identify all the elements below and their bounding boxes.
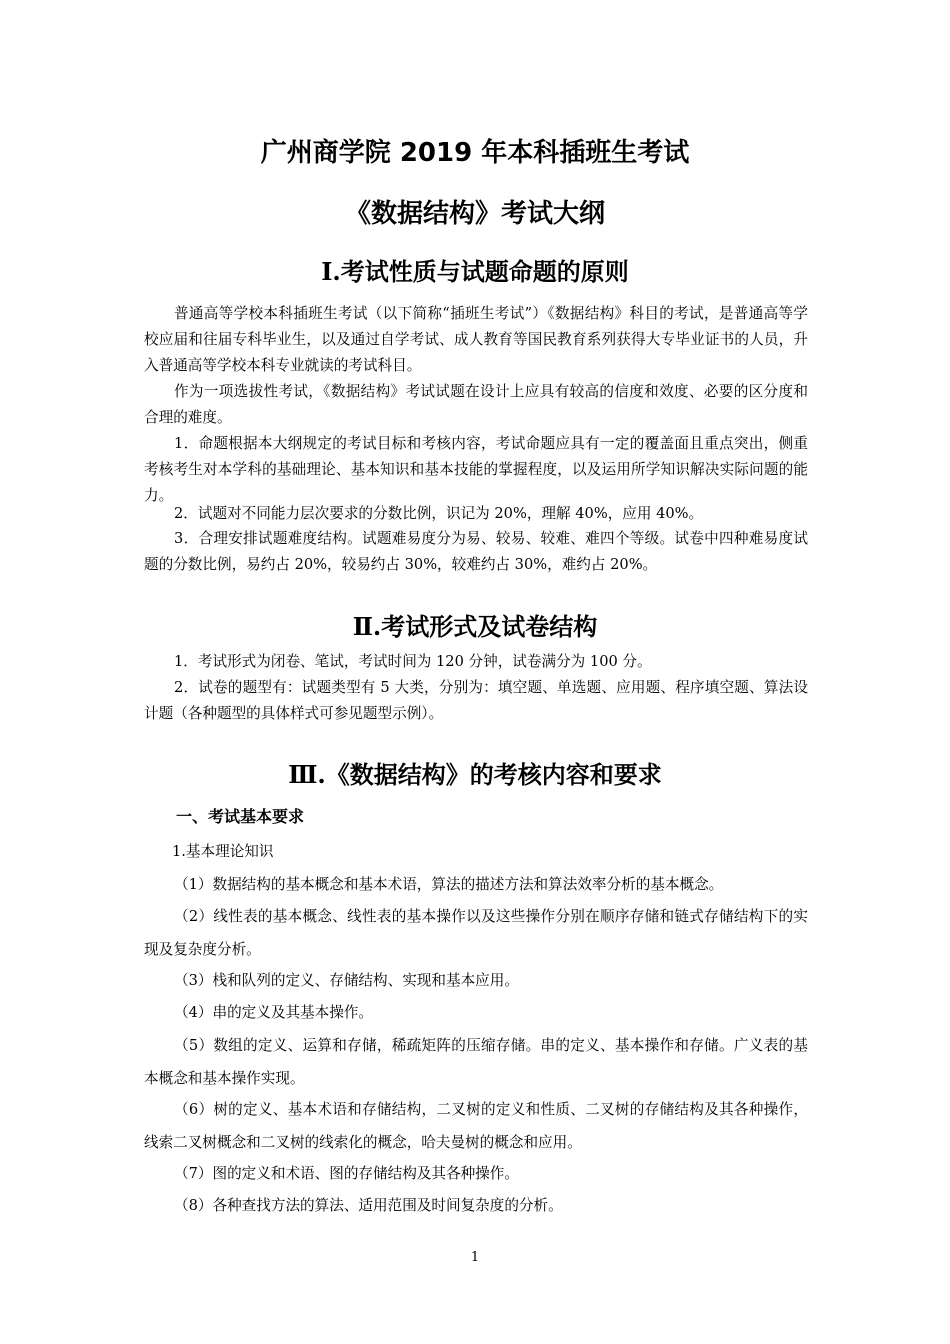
document-title-line2: 《数据结构》考试大纲 — [344, 199, 605, 229]
section1-paragraph-3: 1．命题根据本大纲规定的考试目标和考核内容，考试命题应具有一定的覆盖面且重点突出，侧重考核考生对本学科的基础理论、基本知识和基本技能的掌握程度，以及运用所学知识解决实际问题的能力。 — [144, 435, 808, 504]
section2-paragraph-1: 1．考试形式为闭卷、笔试，考试时间为 120 分钟，试卷满分为 100 分。 — [174, 653, 652, 670]
page-number: 1 — [470, 1250, 480, 1265]
section3-item-1: （1）数据结构的基本概念和基本术语，算法的描述方法和算法效率分析的基本概念。 — [174, 876, 724, 893]
section3-item-8: （8）各种查找方法的算法、适用范围及时间复杂度的分析。 — [174, 1197, 563, 1214]
section3-heading: Ⅲ.《数据结构》的考核内容和要求 — [288, 760, 662, 789]
section3-subheading: 一、考试基本要求 — [176, 807, 305, 826]
section1-paragraph-5: 3．合理安排试题难度结构。试题难易度分为易、较易、较难、难四个等级。试卷中四种难易度试题的分数比例，易约占 20%，较易约占 30%，较难约占 30%，难约占 20%。 — [144, 530, 808, 573]
section3-item-7: （7）图的定义和术语、图的存储结构及其各种操作。 — [174, 1165, 519, 1182]
section3-item-4: （4）串的定义及其基本操作。 — [174, 1004, 374, 1021]
section2-heading: Ⅱ.考试形式及试卷结构 — [352, 612, 598, 641]
section1-paragraph-2: 作为一项选拔性考试，《数据结构》考试试题在设计上应具有较高的信度和效度、必要的区分度和合理的难度。 — [144, 383, 808, 426]
section1-paragraph-4: 2．试题对不同能力层次要求的分数比例，识记为 20%，理解 40%，应用 40%。 — [174, 505, 704, 522]
section3-item-title: 1.基本理论知识 — [172, 843, 274, 860]
section2-paragraph-2: 2．试卷的题型有：试题类型有 5 大类，分别为：填空题、单选题、应用题、程序填空题、算法设计题（各种题型的具体样式可参见题型示例）。 — [144, 679, 808, 722]
section1-paragraph-1: 普通高等学校本科插班生考试（以下简称“插班生考试”）《数据结构》科目的考试，是普通高等学校应届和往届专科毕业生，以及通过自学考试、成人教育等国民教育系列获得大专毕业证书的人员，升入普通高等学校本科专业就读的考试科目。 — [144, 305, 808, 374]
section3-item-6: （6）树的定义、基本术语和存储结构，二叉树的定义和性质、二叉树的存储结构及其各种操作，线索二叉树概念和二叉树的线索化的概念，哈夫曼树的概念和应用。 — [144, 1101, 808, 1151]
section3-item-2: （2）线性表的基本概念、线性表的基本操作以及这些操作分别在顺序存储和链式存储结构下的实现及复杂度分析。 — [144, 908, 808, 958]
section1-heading: Ⅰ.考试性质与试题命题的原则 — [321, 257, 629, 286]
document-title-line1: 广州商学院 2019 年本科插班生考试 — [260, 138, 690, 168]
section3-item-5: （5）数组的定义、运算和存储，稀疏矩阵的压缩存储。串的定义、基本操作和存储。广义表的基本概念和基本操作实现。 — [144, 1037, 808, 1087]
section3-item-3: （3）栈和队列的定义、存储结构、实现和基本应用。 — [174, 972, 519, 989]
